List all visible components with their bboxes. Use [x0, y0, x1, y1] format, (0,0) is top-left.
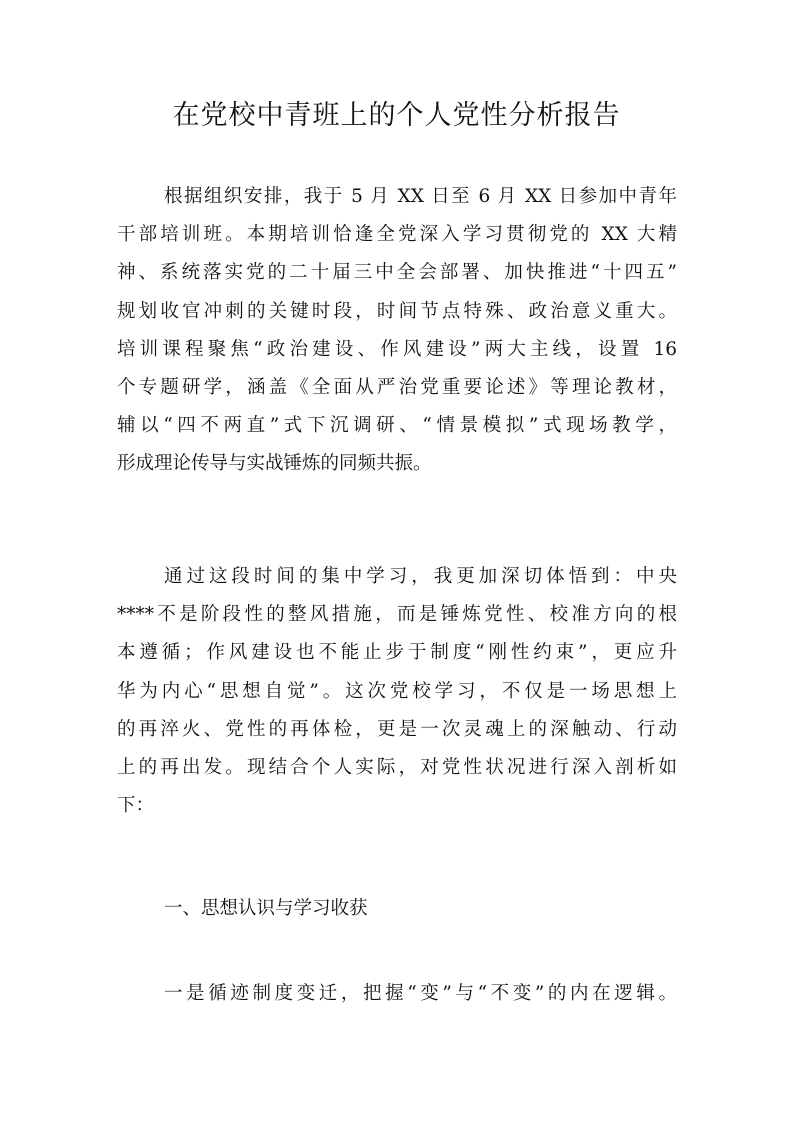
paragraph-line: 干部培训班。本期培训恰逢全党深入学习贯彻党的 XX 大精 — [117, 224, 677, 246]
paragraph-line: 培训课程聚焦“政治建设、作风建设”两大主线，设置 16 — [117, 338, 677, 360]
paragraph-line: 上的再出发。现结合个人实际，对党性状况进行深入剖析如 — [117, 756, 677, 778]
paragraph-reflection — [117, 558, 677, 825]
paragraph-line: 规划收官冲刺的关键时段，时间节点特殊、政治意义重大。 — [117, 300, 677, 322]
paragraph-line: 的再淬火、党性的再体检，更是一次灵魂上的深触动、行动 — [117, 718, 677, 740]
paragraph-line: 个专题研学，涵盖《全面从严治党重要论述》等理论教材， — [117, 376, 677, 398]
paragraph-line: 华为内心“思想自觉”。这次党校学习，不仅是一场思想上 — [117, 680, 677, 702]
paragraph-line: ****不是阶段性的整风措施，而是锤炼党性、校准方向的根 — [117, 604, 677, 626]
paragraph-line: 形成理论传导与实战锤炼的同频共振。 — [117, 453, 432, 475]
paragraph-line: 神、系统落实党的二十届三中全会部署、加快推进“十四五” — [117, 262, 677, 284]
paragraph-line: 下： — [117, 795, 155, 817]
document-title: 在党校中青班上的个人党性分析报告 — [172, 100, 621, 131]
paragraph-line: 根据组织安排，我于 5 月 XX 日至 6 月 XX 日参加中青年 — [164, 186, 677, 207]
section-heading — [117, 890, 677, 928]
paragraph-point-one — [117, 975, 677, 1013]
paragraph-line: 一是循迹制度变迁，把握“变”与“不变”的内在逻辑。 — [164, 983, 677, 1004]
paragraph-training-intro — [117, 178, 677, 484]
paragraph-line: 辅以“四不两直”式下沉调研、“情景模拟”式现场教学， — [117, 415, 677, 437]
paragraph-line: 本遵循；作风建设也不能止步于制度“刚性约束”，更应升 — [117, 642, 677, 664]
section-heading-text: 一、思想认识与学习收获 — [164, 898, 368, 919]
paragraph-line: 通过这段时间的集中学习，我更加深切体悟到：中央 — [164, 566, 677, 587]
